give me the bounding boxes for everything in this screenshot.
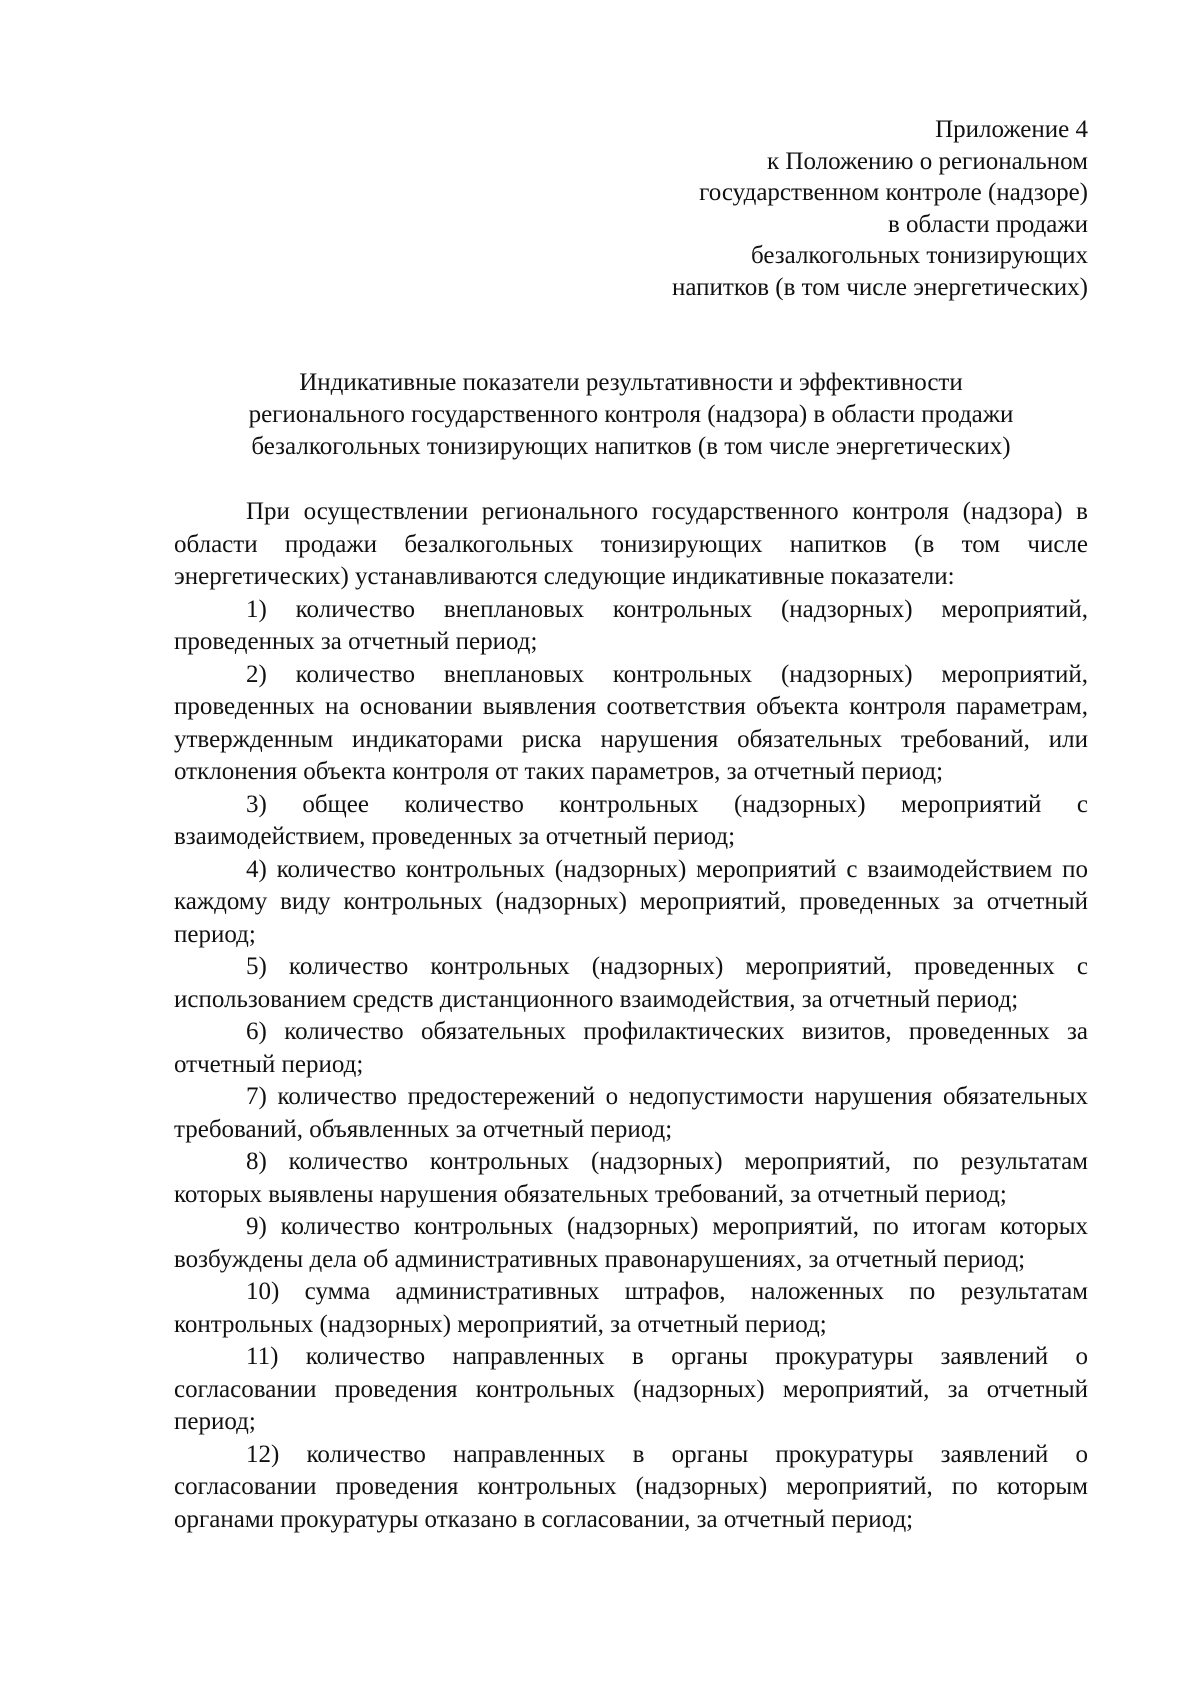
indicator-item: 6) количество обязательных профилактических визитов, проведенных за отчетный период;	[174, 1018, 1088, 1078]
indicator-item: 8) количество контрольных (надзорных) мероприятий, по результатам которых выявлены нарушения обязательных требований, за отчетный период;	[174, 1148, 1088, 1208]
indicator-item: 2) количество внеплановых контрольных (надзорных) мероприятий, проведенных на основании выявления соответствия объекта контроля параметрам, утвержденным индикаторами риска нарушения обязательных требований, или отклонения объекта контроля от таких параметров, за отчетный период;	[174, 660, 1088, 785]
title-line: регионального государственного контроля (надзора) в области продажи	[248, 401, 1014, 428]
appendix-line: безалкогольных тонизирующих	[750, 242, 1088, 269]
indicator-item: 7) количество предостережений о недопустимости нарушения обязательных требований, объявленных за отчетный период;	[174, 1083, 1088, 1143]
appendix-line: напитков (в том числе энергетических)	[672, 273, 1088, 301]
appendix-line: Приложение 4	[935, 116, 1088, 143]
indicator-item: 11) количество направленных в органы прокуратуры заявлений о согласовании проведения контрольных (надзорных) мероприятий, за отчетный период;	[174, 1343, 1088, 1435]
appendix-line: государственном контроле (надзоре)	[699, 179, 1088, 206]
document-title	[174, 367, 1088, 463]
intro-paragraph: При осуществлении регионального государственного контроля (надзора) в области продажи безалкогольных тонизирующих напитков (в том числе энергетических) устанавливаются следующие индикативные показатели:	[174, 498, 1088, 590]
indicator-item: 12) количество направленных в органы прокуратуры заявлений о согласовании проведения контрольных (надзорных) мероприятий, по которым органами прокуратуры отказано в согласовании, за отчетный период;	[174, 1440, 1088, 1533]
appendix-reference	[568, 114, 1088, 303]
indicator-item: 9) количество контрольных (надзорных) мероприятий, по итогам которых возбуждены дела об административных правонарушениях, за отчетный период;	[174, 1213, 1088, 1273]
indicator-item: 5) количество контрольных (надзорных) мероприятий, проведенных с использованием средств дистанционного взаимодействия, за отчетный период;	[174, 953, 1088, 1013]
indicator-item: 4) количество контрольных (надзорных) мероприятий с взаимодействием по каждому виду контрольных (надзорных) мероприятий, проведенных за отчетный период;	[174, 855, 1088, 948]
indicator-item: 10) сумма административных штрафов, наложенных по результатам контрольных (надзорных) мероприятий, за отчетный период;	[174, 1278, 1088, 1338]
appendix-line: в области продажи	[888, 210, 1088, 238]
appendix-line: к Положению о региональном	[767, 147, 1088, 175]
indicator-item: 1) количество внеплановых контрольных (надзорных) мероприятий, проведенных за отчетный период;	[174, 595, 1088, 655]
title-line: Индикативные показатели результативности и эффективности	[299, 369, 963, 396]
document-body	[174, 496, 1088, 1536]
indicator-item: 3) общее количество контрольных (надзорных) мероприятий с взаимодействием, проведенных за отчетный период;	[174, 790, 1088, 850]
title-line: безалкогольных тонизирующих напитков (в том числе энергетических)	[251, 433, 1011, 460]
